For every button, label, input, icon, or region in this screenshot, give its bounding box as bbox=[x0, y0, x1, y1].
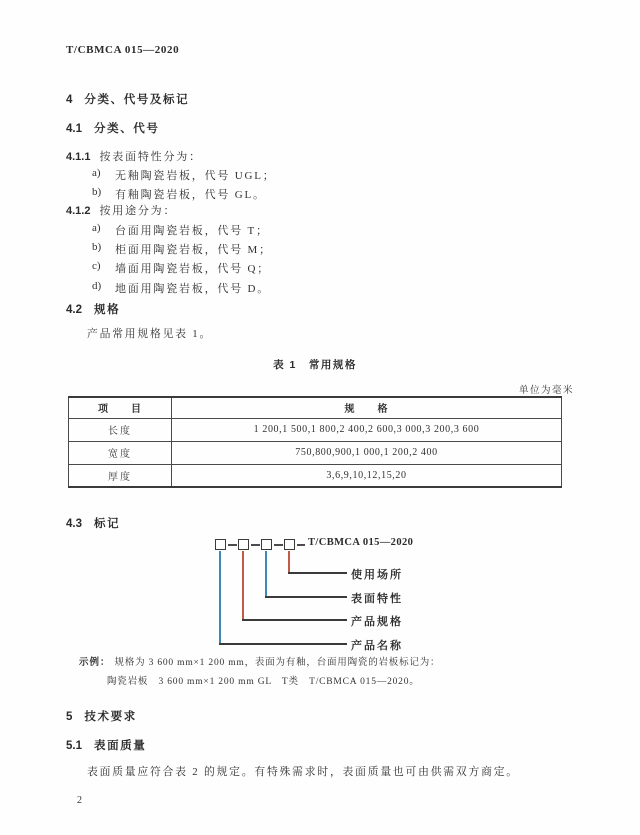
row-label: 长度 bbox=[69, 418, 172, 441]
example-line-1 bbox=[79, 654, 440, 668]
list-item bbox=[92, 222, 269, 238]
section-title: 技术要求 bbox=[84, 711, 137, 723]
connector-hline bbox=[265, 596, 347, 598]
dash-connector bbox=[297, 544, 305, 546]
section-number: 4.1 bbox=[66, 123, 82, 135]
callout-surface-trait: 表面特性 bbox=[351, 593, 403, 605]
paragraph-specs-intro: 产品常用规格见表 1。 bbox=[87, 328, 213, 340]
list-text: 有釉陶瓷岩板，代号 GL。 bbox=[115, 189, 266, 201]
list-text: 地面用陶瓷岩板，代号 D。 bbox=[115, 283, 271, 295]
section-heading-4-3 bbox=[66, 515, 120, 531]
spec-table bbox=[68, 396, 562, 488]
table-header-spec: 规 格 bbox=[172, 397, 562, 418]
page-number: 2 bbox=[77, 795, 82, 806]
section-title: 分类、代号及标记 bbox=[84, 94, 190, 106]
list-text: 柜面用陶瓷岩板，代号 M； bbox=[115, 244, 272, 256]
row-value: 1 200,1 500,1 800,2 400,2 600,3 000,3 200,3 600 bbox=[172, 418, 562, 441]
callout-usage-place: 使用场所 bbox=[351, 569, 403, 581]
list-item bbox=[92, 241, 272, 257]
list-marker: b) bbox=[92, 186, 102, 198]
clause-text: 按表面特性分为： bbox=[99, 151, 202, 163]
connector-hline bbox=[242, 619, 347, 621]
callout-product-spec: 产品规格 bbox=[351, 616, 403, 628]
table-row bbox=[69, 464, 562, 487]
list-marker: a) bbox=[92, 222, 101, 234]
clause-number: 4.1.1 bbox=[66, 151, 91, 163]
section-number: 4.2 bbox=[66, 304, 82, 316]
section-heading-5 bbox=[66, 708, 137, 724]
row-label: 宽度 bbox=[69, 441, 172, 464]
callout-product-name: 产品名称 bbox=[351, 640, 403, 652]
section-heading-4-1 bbox=[66, 120, 160, 136]
list-text: 无釉陶瓷岩板，代号 UGL； bbox=[115, 170, 276, 182]
table-row bbox=[69, 441, 562, 464]
list-item bbox=[92, 260, 270, 276]
table-row bbox=[69, 418, 562, 441]
section-heading-5-1 bbox=[66, 737, 146, 753]
dash-connector bbox=[274, 544, 283, 546]
clause-number: 4.1.2 bbox=[66, 205, 91, 217]
marking-box bbox=[215, 539, 226, 550]
marking-standard-code: T/CBMCA 015—2020 bbox=[308, 537, 414, 548]
clause-text: 按用途分为： bbox=[99, 205, 177, 217]
dash-connector bbox=[228, 544, 237, 546]
row-value: 3,6,9,10,12,15,20 bbox=[172, 464, 562, 487]
connector-vline bbox=[288, 551, 290, 572]
section-heading-4 bbox=[66, 91, 189, 107]
row-label: 厚度 bbox=[69, 464, 172, 487]
list-text: 墙面用陶瓷岩板，代号 Q； bbox=[115, 263, 271, 275]
list-marker: c) bbox=[92, 260, 101, 272]
list-marker: d) bbox=[92, 280, 102, 292]
list-item bbox=[92, 186, 266, 202]
clause-4-1-2 bbox=[66, 202, 176, 218]
section-title: 分类、代号 bbox=[94, 123, 160, 135]
table-header-row bbox=[69, 397, 562, 418]
table-header-item: 项 目 bbox=[69, 397, 172, 418]
connector-hline bbox=[288, 572, 347, 574]
paragraph-surface-quality: 表面质量应符合表 2 的规定。有特殊需求时，表面质量也可由供需双方商定。 bbox=[87, 766, 519, 778]
list-item bbox=[92, 280, 270, 296]
list-item bbox=[92, 167, 276, 183]
list-text: 台面用陶瓷岩板，代号 T； bbox=[115, 225, 269, 237]
example-text: 规格为 3 600 mm×1 200 mm，表面为有釉，台面用陶瓷的岩板标记为： bbox=[114, 658, 441, 668]
section-title: 表面质量 bbox=[94, 740, 147, 752]
example-text: 陶瓷岩板 3 600 mm×1 200 mm GL T类 T/CBMCA 015—2020。 bbox=[107, 677, 420, 687]
section-number: 5.1 bbox=[66, 740, 82, 752]
clause-4-1-1 bbox=[66, 148, 202, 164]
example-label: 示例： bbox=[79, 657, 111, 668]
marking-box bbox=[238, 539, 249, 550]
table1-unit-note: 单位为毫米 bbox=[518, 386, 574, 396]
section-number: 5 bbox=[66, 711, 73, 723]
example-line-2 bbox=[107, 673, 420, 687]
connector-vline bbox=[265, 551, 267, 596]
section-number: 4.3 bbox=[66, 518, 82, 530]
marking-box bbox=[261, 539, 272, 550]
section-title: 规格 bbox=[94, 304, 121, 316]
connector-hline bbox=[219, 643, 347, 645]
table1-caption: 表 1 常用规格 bbox=[273, 359, 357, 371]
dash-connector bbox=[251, 544, 260, 546]
section-number: 4 bbox=[66, 94, 73, 106]
doc-code-header: T/CBMCA 015—2020 bbox=[66, 44, 180, 56]
marking-box bbox=[284, 539, 295, 550]
section-title: 标记 bbox=[94, 518, 121, 530]
connector-vline bbox=[219, 551, 221, 643]
list-marker: a) bbox=[92, 167, 101, 179]
row-value: 750,800,900,1 000,1 200,2 400 bbox=[172, 441, 562, 464]
list-marker: b) bbox=[92, 241, 102, 253]
section-heading-4-2 bbox=[66, 301, 120, 317]
connector-vline bbox=[242, 551, 244, 619]
